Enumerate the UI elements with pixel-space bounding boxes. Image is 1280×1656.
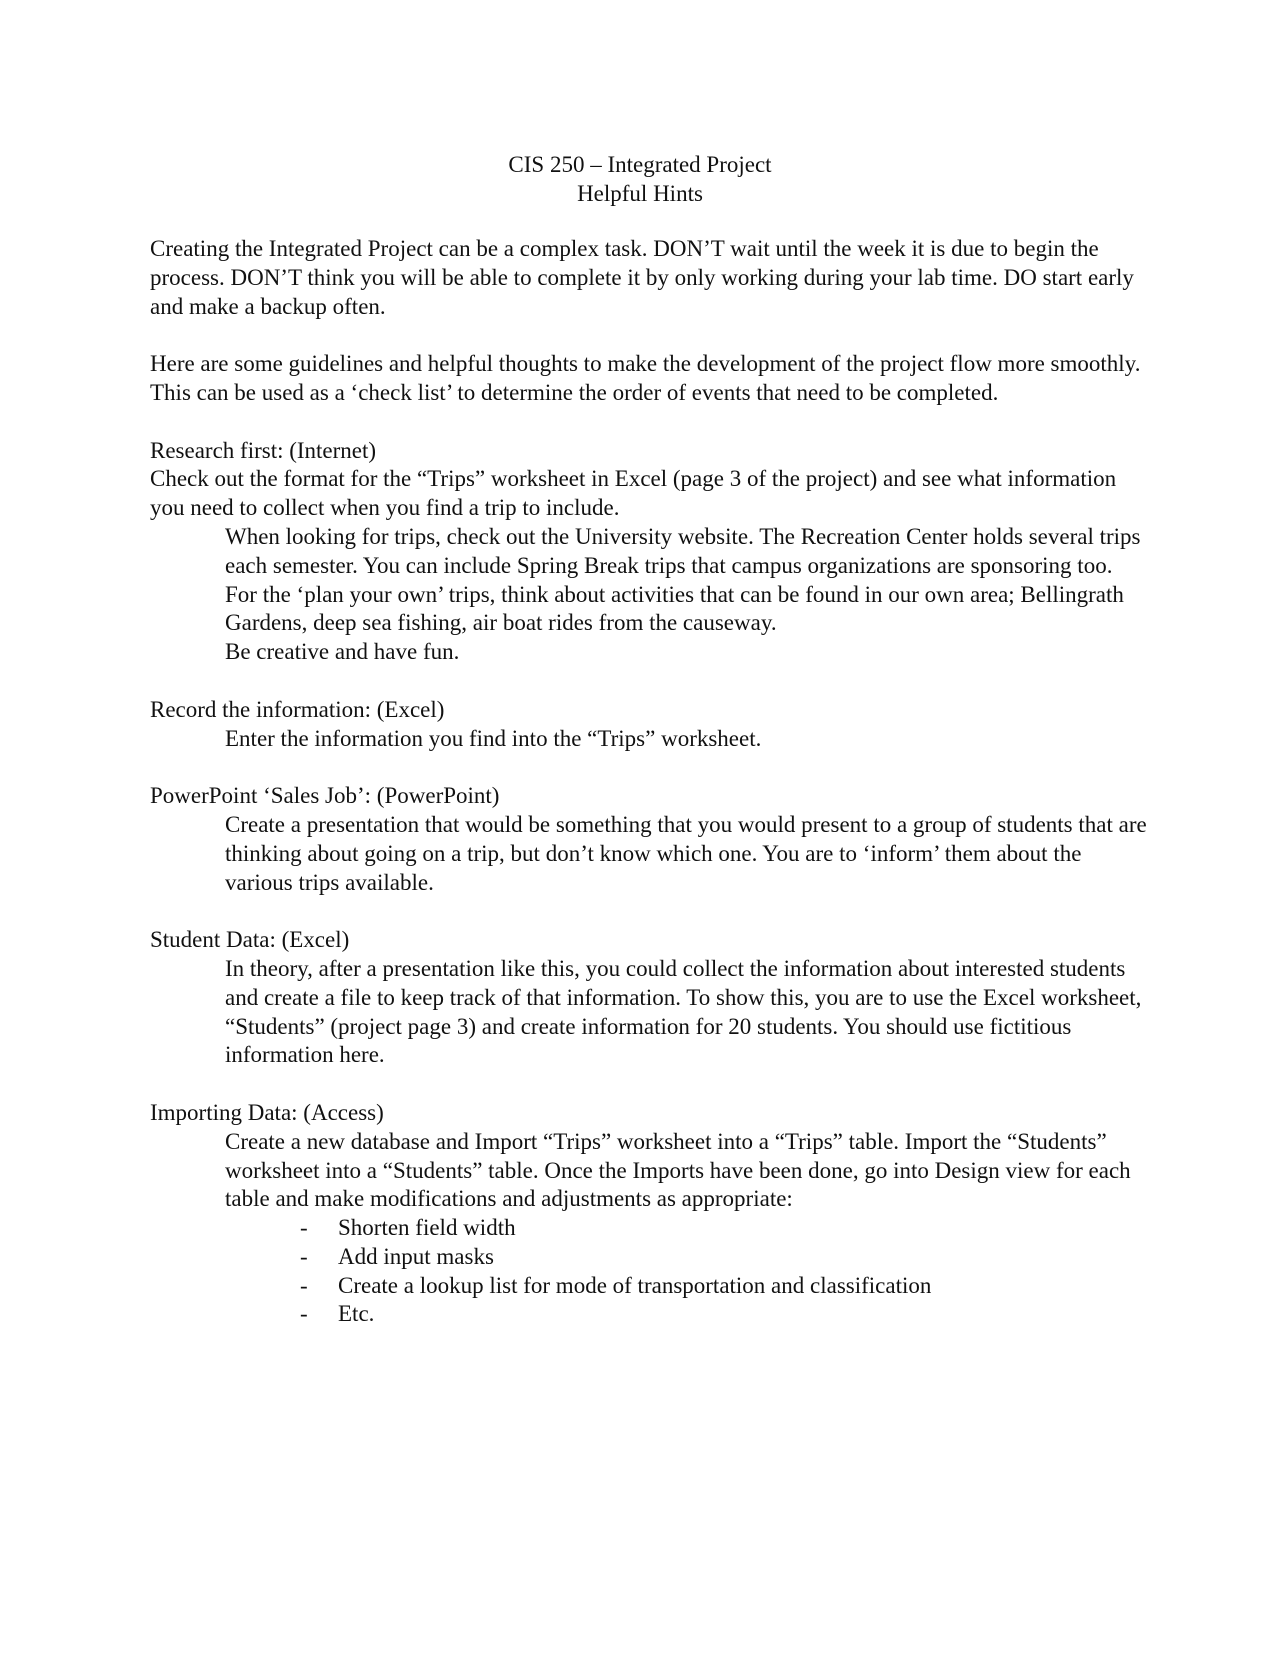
section-text: Enter the information you find into the “Trips” worksheet.	[225, 725, 762, 751]
list-item-text: Shorten field width	[338, 1215, 516, 1241]
dash-marker: -	[300, 1243, 308, 1269]
intro-paragraph-2: Here are some guidelines and helpful thoughts to make the development of the project flow more smoothly. This can be used as a ‘check list’ to determine the order of events that need to be completed.	[150, 351, 1141, 405]
list-item	[300, 1272, 1150, 1301]
list-item-text: Create a lookup list for mode of transportation and classification	[338, 1272, 932, 1298]
list-item-text: Add input masks	[338, 1243, 494, 1269]
section-text: Check out the format for the “Trips” worksheet in Excel (page 3 of the project) and see what information you need to collect when you find a trip to include.	[150, 466, 1117, 521]
research-tip: For the ‘plan your own’ trips, think about activities that can be found in our own area; Bellingrath Gardens, deep sea fishing, air boat rides from the causeway.	[225, 581, 1124, 636]
list-item	[300, 1243, 1150, 1272]
research-tip: When looking for trips, check out the University website. The Recreation Center holds several trips each semester. You can include Spring Break trips that campus organizations are sponsoring too.	[225, 523, 1141, 578]
section-heading: Importing Data: (Access)	[150, 1099, 384, 1125]
section-heading: Research first: (Internet)	[150, 437, 377, 463]
document-body	[150, 235, 1150, 1358]
dash-marker: -	[300, 1272, 308, 1298]
section-record	[150, 696, 1150, 754]
document-header	[0, 150, 1280, 208]
section-importing	[150, 1099, 1150, 1329]
section-text: Create a new database and Import “Trips” worksheet into a “Trips” table. Import the “Students” worksheet into a “Students” table. Once the Imports have been done, go into Design view for each table and make modifications and adjustments as appropriate:	[225, 1128, 1131, 1212]
section-heading: Record the information: (Excel)	[150, 696, 445, 722]
list-item-text: Etc.	[338, 1301, 375, 1327]
intro-paragraph-1: Creating the Integrated Project can be a complex task. DON’T wait until the week it is due to begin the process. DON’T think you will be able to complete it by only working during your lab time. DO start early and make a backup often.	[150, 236, 1134, 319]
section-heading: Student Data: (Excel)	[150, 927, 350, 953]
section-text: Create a presentation that would be something that you would present to a group of students that are thinking about going on a trip, but don’t know which one. You are to ‘inform’ them about the various trips available.	[225, 811, 1147, 895]
document-subtitle: Helpful Hints	[577, 181, 703, 206]
list-item	[300, 1300, 1150, 1329]
modification-list	[150, 1214, 1150, 1329]
dash-marker: -	[300, 1215, 308, 1241]
research-tip: Be creative and have fun.	[225, 639, 460, 665]
section-student-data	[150, 926, 1150, 1070]
section-powerpoint	[150, 782, 1150, 897]
section-heading: PowerPoint ‘Sales Job’: (PowerPoint)	[150, 783, 500, 809]
document-title: CIS 250 – Integrated Project	[508, 152, 772, 177]
section-text: In theory, after a presentation like this, you could collect the information about interested students and create a file to keep track of that information. To show this, you are to use the Excel worksheet, “Students” (project page 3) and create information for 20 students. You should use fictitious information here.	[225, 955, 1142, 1068]
section-research	[150, 437, 1150, 667]
list-item	[300, 1214, 1150, 1243]
dash-marker: -	[300, 1301, 308, 1327]
